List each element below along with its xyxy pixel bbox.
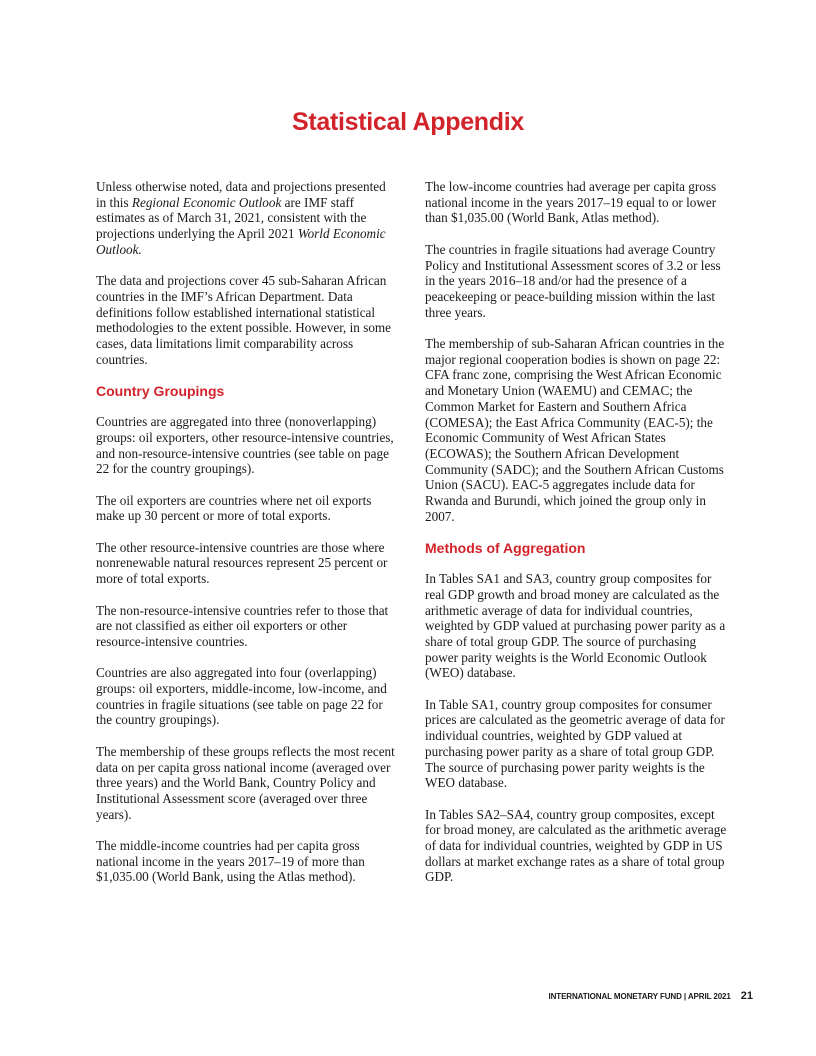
page-footer <box>548 990 753 1002</box>
paragraph: The low-income countries had average per capita gross national income in the years 2017–19 equal to or lower than $1,035.00 (World Bank, Atlas method). <box>425 179 717 226</box>
paragraph: In Tables SA2–SA4, country group composites, except for broad money, are calculated as the arithmetic average of data for individual countries, weighted by GDP in US dollars at market exchange rates as a share of total group GDP. <box>425 806 727 885</box>
paragraph: In Tables SA1 and SA3, country group composites for real GDP growth and broad money are calculated as the arithmetic average of data for individual countries, weighted by GDP valued at purchasing power parity as a share of total group GDP. The source of purchasing power parity weights is the World Economic Outlook (WEO) database. <box>425 571 726 681</box>
paragraph: The membership of sub-Saharan African countries in the major regional cooperation bodies is shown on page 22: CFA franc zone, comprising the West African Economic and Monetary Union (WAEMU) and CEMAC; the Common Market for Eastern and Southern Africa (COMESA); the East Africa Community (EAC-5); the Economic Community of West African States (ECOWAS); the Southern African Development Community (SADC); and the Southern African Customs Union (SACU). EAC-5 aggregates include data for Rwanda and Burundi, which joined the group only in 2007. <box>425 336 725 524</box>
paragraph: The non-resource-intensive countries refer to those that are not classified as either oil exporters or other resource-intensive countries. <box>96 602 389 649</box>
paragraph: The middle-income countries had per capita gross national income in the years 2017–19 of more than $1,035.00 (World Bank, using the Atlas method). <box>96 838 365 885</box>
paragraph: The oil exporters are countries where net oil exports make up 30 percent or more of total exports. <box>96 492 372 524</box>
page-number: 21 <box>740 990 753 1002</box>
paragraph: The countries in fragile situations had average Country Policy and Institutional Assessment scores of 3.2 or less in the years 2016–18 and/or had the presence of a peacekeeping or peace-building mission within the last three years. <box>425 241 721 320</box>
paragraph: Countries are also aggregated into four (overlapping) groups: oil exporters, middle-income, low-income, and countries in fragile situations (see table on page 22 for the country groupings). <box>96 665 387 728</box>
section-heading-methods-of-aggregation: Methods of Aggregation <box>425 540 586 557</box>
section-heading-country-groupings: Country Groupings <box>96 383 225 400</box>
publication-title: Regional Economic Outlook <box>131 194 282 210</box>
intro-paragraph: Unless otherwise noted, data and projections presented in this Regional Economic Outlook are IMF staff estimates as of March 31, 2021, consistent with the projections underlying the April 2021 World Economic Outlook. <box>96 179 386 257</box>
left-column <box>96 179 399 901</box>
paragraph: The data and projections cover 45 sub-Saharan African countries in the IMF’s African Department. Data definitions follow established international statistical methodologies to the extent possible. However, in some cases, data limitations limit comparability across countries. <box>96 273 392 367</box>
footer-publication: INTERNATIONAL MONETARY FUND | APRIL 2021 <box>548 992 731 1001</box>
paragraph: Countries are aggregated into three (nonoverlapping) groups: oil exporters, other resource-intensive countries, and non-resource-intensive countries (see table on page 22 for the country groupings). <box>96 414 394 477</box>
publication-title-weo: World Economic Outlook. <box>96 226 386 257</box>
paragraph: In Table SA1, country group composites for consumer prices are calculated as the geometric average of data for individual countries, weighted by GDP valued at purchasing power parity as a share of total group GDP. The source of purchasing power parity weights is the WEO database. <box>425 696 725 791</box>
paragraph: The membership of these groups reflects the most recent data on per capita gross national income (averaged over three years) and the World Bank, Country Policy and Institutional Assessment score (averaged over three years). <box>96 743 395 822</box>
paragraph: The other resource-intensive countries are those where nonrenewable natural resources represent 25 percent or more of total exports. <box>96 539 388 587</box>
page-title: Statistical Appendix <box>291 108 524 136</box>
right-column <box>425 179 728 901</box>
